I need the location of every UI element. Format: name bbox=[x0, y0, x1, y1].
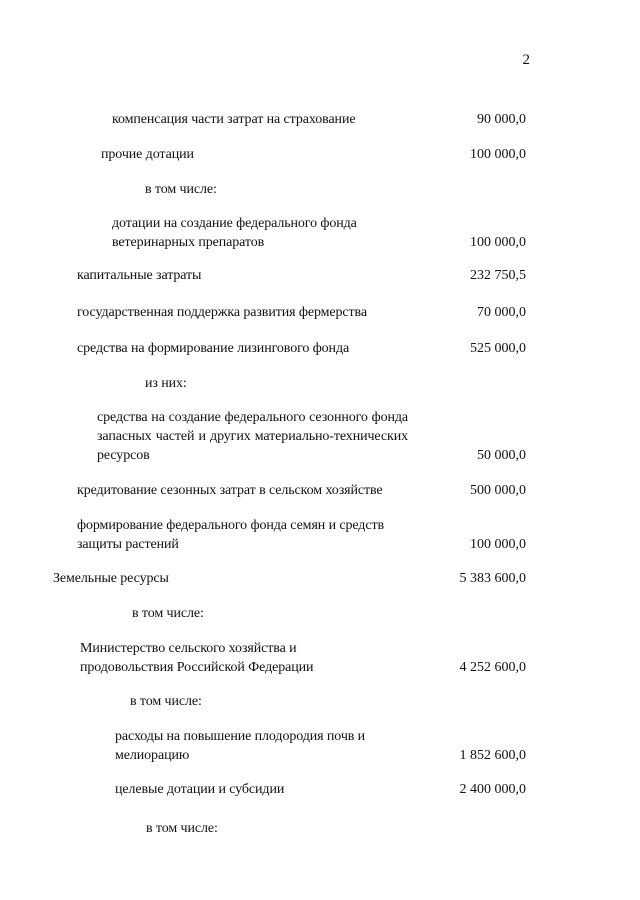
row-label: целевые дотации и субсидии bbox=[115, 782, 285, 797]
row-value: 232 750,5 bbox=[470, 268, 526, 283]
row-label: в том числе: bbox=[146, 821, 218, 836]
row-value: 100 000,0 bbox=[470, 537, 526, 552]
row-label: компенсация части затрат на страхование bbox=[112, 112, 356, 127]
row-value: 4 252 600,0 bbox=[459, 660, 526, 675]
budget-row bbox=[0, 145, 640, 165]
row-label: в том числе: bbox=[132, 606, 204, 621]
budget-row bbox=[0, 516, 640, 556]
row-label: в том числе: bbox=[130, 694, 202, 709]
row-label: дотации на создание федерального фонда ветеринарных препаратов bbox=[112, 216, 357, 250]
row-value: 500 000,0 bbox=[470, 483, 526, 498]
row-label: кредитование сезонных затрат в сельском хозяйстве bbox=[77, 483, 383, 498]
subheading-row bbox=[0, 604, 640, 624]
row-value: 5 383 600,0 bbox=[459, 571, 526, 586]
budget-row bbox=[0, 339, 640, 359]
subheading-row bbox=[0, 374, 640, 394]
budget-row bbox=[0, 214, 640, 254]
row-label: средства на формирование лизингового фонда bbox=[77, 341, 350, 356]
row-label: прочие дотации bbox=[101, 147, 194, 162]
row-value: 1 852 600,0 bbox=[459, 748, 526, 763]
row-label: Земельные ресурсы bbox=[53, 571, 169, 586]
section-row bbox=[0, 569, 640, 589]
row-value: 70 000,0 bbox=[477, 305, 526, 320]
budget-row bbox=[0, 481, 640, 501]
budget-row bbox=[0, 780, 640, 800]
row-label: средства на создание федерального сезонного фонда запасных частей и других материально-технических ресурсов bbox=[97, 410, 408, 463]
row-value: 100 000,0 bbox=[470, 147, 526, 162]
row-label: расходы на повышение плодородия почв и мелиорацию bbox=[115, 729, 366, 763]
budget-row bbox=[0, 727, 640, 767]
row-label: из них: bbox=[145, 376, 187, 391]
budget-row bbox=[0, 266, 640, 286]
budget-row bbox=[0, 408, 640, 468]
row-label: формирование федерального фонда семян и средств защиты растений bbox=[77, 518, 384, 552]
subheading-row bbox=[0, 692, 640, 712]
row-value: 90 000,0 bbox=[477, 112, 526, 127]
row-value: 100 000,0 bbox=[470, 235, 526, 250]
page-number: 2 bbox=[522, 52, 530, 68]
row-value: 2 400 000,0 bbox=[459, 782, 526, 797]
row-label: государственная поддержка развития фермерства bbox=[77, 305, 367, 320]
row-label: Министерство сельского хозяйства и продовольствия Российской Федерации bbox=[80, 641, 314, 675]
subheading-row bbox=[0, 819, 640, 839]
budget-row bbox=[0, 303, 640, 323]
row-value: 50 000,0 bbox=[477, 448, 526, 463]
budget-row bbox=[0, 639, 640, 679]
row-value: 525 000,0 bbox=[470, 341, 526, 356]
subheading-row bbox=[0, 180, 640, 200]
budget-row bbox=[0, 110, 640, 130]
row-label: капитальные затраты bbox=[77, 268, 202, 283]
row-label: в том числе: bbox=[145, 182, 217, 197]
